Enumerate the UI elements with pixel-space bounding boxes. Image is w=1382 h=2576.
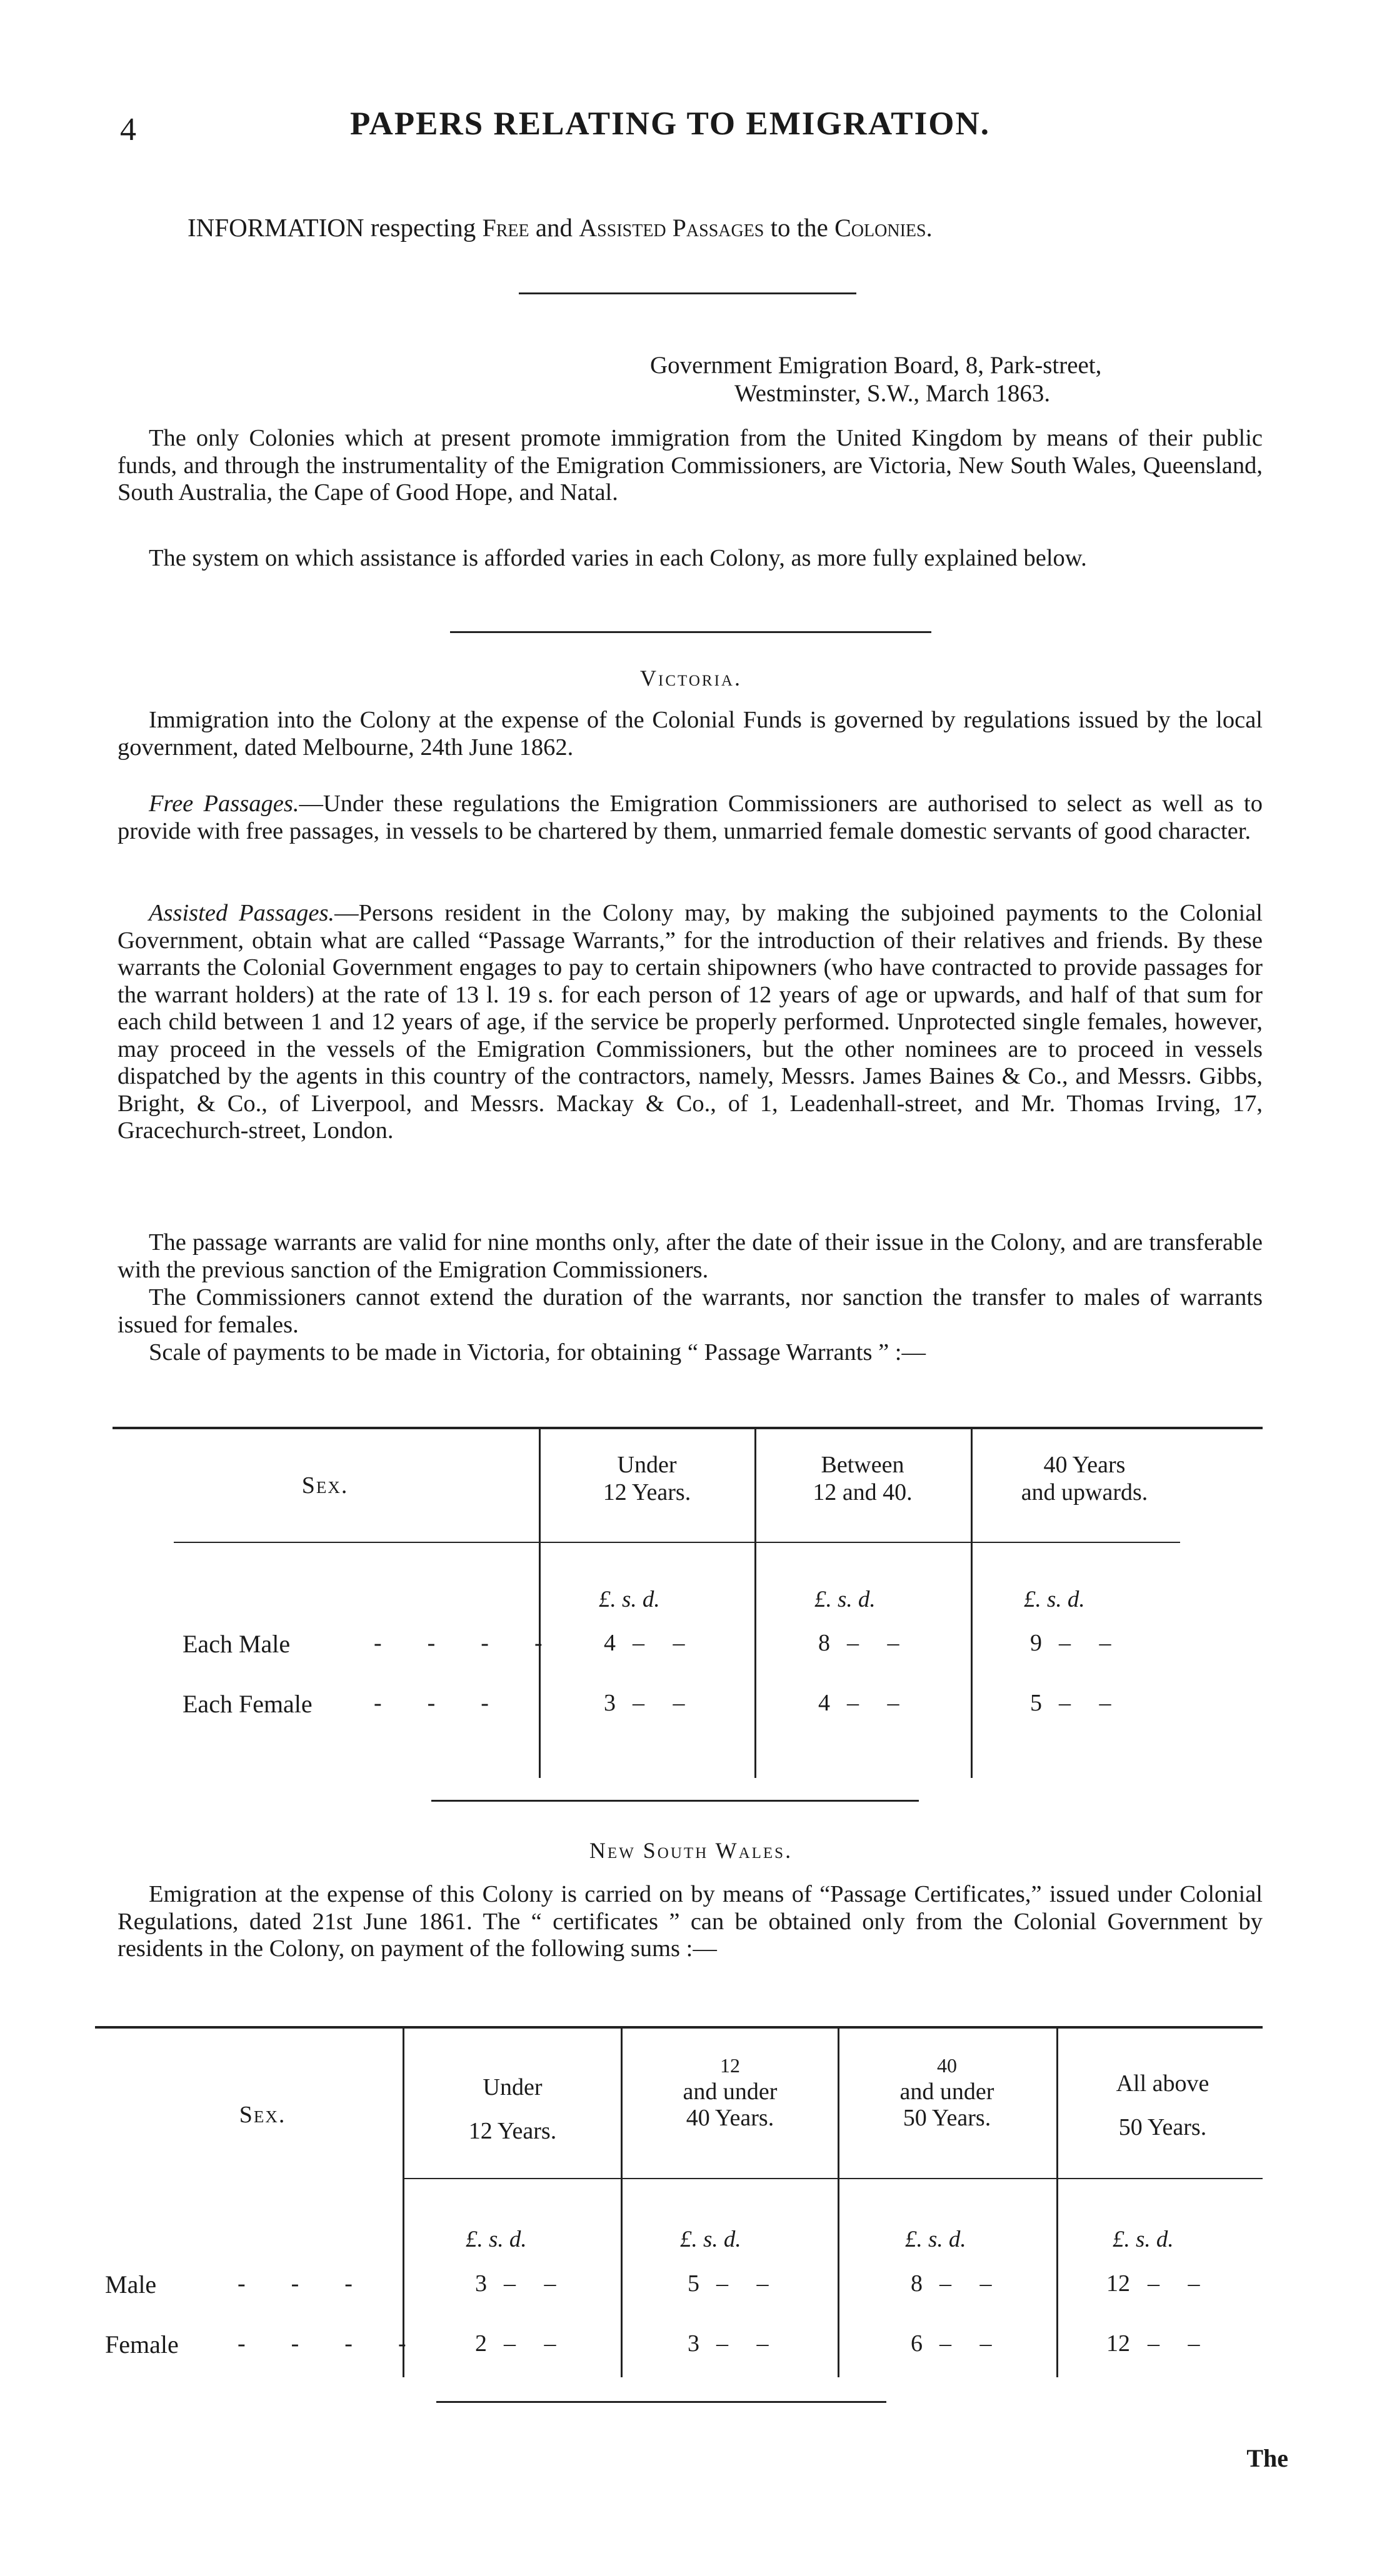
header-line: 12: [720, 2054, 740, 2077]
value-cell: 12: [1106, 2330, 1130, 2357]
leader-dots: - - -: [374, 1690, 500, 1716]
title-part: and: [529, 213, 579, 242]
row-label-male: Each Male: [183, 1630, 291, 1658]
header-line: and upwards.: [1021, 1479, 1148, 1505]
assisted-passages-lead: Assisted Passages.: [149, 900, 335, 926]
value-cell: 8: [911, 2270, 923, 2297]
unit-header: £. s. d.: [905, 2227, 966, 2252]
value-dashes: – –: [504, 2270, 568, 2297]
value-dashes: – –: [716, 2330, 780, 2357]
table-column-divider: [838, 2027, 839, 2377]
column-header-sex: Sex.: [301, 1472, 349, 1499]
value-cell: 4: [818, 1690, 830, 1716]
table-column-divider: [403, 2027, 404, 2377]
value-cell: 8: [818, 1630, 830, 1656]
title-part: INFORMATION respecting: [188, 213, 483, 242]
header-line: 12 Years.: [468, 2118, 557, 2144]
victoria-paragraph-scale: Scale of payments to be made in Victoria, for obtaining “ Passage Warrants ” :—: [149, 1339, 926, 1365]
title-part: Colonies.: [834, 214, 933, 242]
unit-header: £. s. d.: [1113, 2227, 1174, 2252]
value-dashes: – –: [1148, 2270, 1211, 2297]
value-cell: 4: [604, 1630, 616, 1656]
leader-dots: - - -: [238, 2270, 364, 2297]
free-passages-lead: Free Passages.: [149, 791, 299, 817]
column-header-under-12: [413, 2074, 613, 2145]
section-rule: [450, 631, 931, 633]
table-column-divider: [621, 2027, 623, 2377]
running-head: PAPERS RELATING TO EMIGRATION.: [350, 106, 990, 142]
closing-rule: [436, 2401, 886, 2403]
column-header-under-12: [550, 1451, 744, 1506]
section-heading-nsw: New South Wales.: [589, 1838, 793, 1863]
header-line: 12 Years.: [603, 1479, 691, 1505]
header-rule: [174, 1542, 1180, 1543]
unit-header: £. s. d.: [814, 1587, 876, 1612]
value-dashes: – –: [939, 2270, 1003, 2297]
table-column-divider: [1056, 2027, 1058, 2377]
table-top-rule: [95, 2026, 1263, 2029]
title-part: Free: [482, 214, 529, 242]
value-cell: 5: [1030, 1690, 1042, 1716]
header-line: and under: [899, 2079, 994, 2105]
section-heading-victoria: Victoria.: [640, 666, 742, 691]
victoria-paragraph-free-passages: [118, 791, 1263, 845]
unit-header: £. s. d.: [680, 2227, 741, 2252]
header-line: 40 Years.: [686, 2105, 774, 2131]
unit-header: £. s. d.: [1024, 1587, 1085, 1612]
value-dashes: – –: [633, 1630, 696, 1656]
value-cell: 3: [688, 2330, 699, 2357]
column-header-sex: Sex.: [239, 2102, 286, 2128]
header-line: and under: [683, 2079, 778, 2105]
nsw-paragraph-1: Emigration at the expense of this Colony is carried on by means of “Passage Certificates,” issued under Colonial Regulations, dated 21st June 1861. The “ certificates ” can be obtained only from the Colonial Government by residents in the Colony, on payment of the following sums :—: [118, 1881, 1263, 1962]
column-header-40-under-50: [847, 2052, 1047, 2131]
value-cell: 3: [475, 2270, 487, 2297]
victoria-paragraph-transfer: The Commissioners cannot extend the duration of the warrants, nor sanction the transfer to males of warrants issued for females.: [118, 1284, 1263, 1338]
header-line: 40 Years: [1043, 1452, 1126, 1478]
table-column-divider: [754, 1428, 756, 1778]
header-line: Under: [483, 2074, 543, 2100]
page-number: 4: [120, 112, 136, 147]
catchword: The: [1246, 2444, 1288, 2472]
free-passages-text: —Under these regulations the Emigration Commissioners are authorised to select as well as to provide with free passages, in vessels to be chartered by them, unmarried female domestic servants of good character.: [118, 791, 1263, 844]
header-line: All above: [1116, 2070, 1209, 2097]
victoria-paragraph-assisted-passages: [118, 900, 1263, 1145]
header-line: 50 Years.: [1118, 2114, 1207, 2140]
column-header-40-upwards: [978, 1451, 1191, 1506]
signature-line-2: Westminster, S.W., March 1863.: [734, 380, 1051, 407]
value-dashes: – –: [1059, 1690, 1123, 1716]
leader-dots: - - - -: [238, 2330, 418, 2357]
header-line: Between: [821, 1452, 904, 1478]
row-label-female: Each Female: [183, 1690, 313, 1718]
value-dashes: – –: [633, 1690, 696, 1716]
value-dashes: – –: [504, 2330, 568, 2357]
table-column-divider: [539, 1428, 541, 1778]
value-cell: 5: [688, 2270, 699, 2297]
unit-header: £. s. d.: [466, 2227, 527, 2252]
value-dashes: – –: [1148, 2330, 1211, 2357]
title-part: Assisted Passages: [579, 214, 764, 242]
document-title: [188, 212, 1250, 242]
value-dashes: – –: [939, 2330, 1003, 2357]
header-line: Under: [617, 1452, 677, 1478]
signature-line-1: Government Emigration Board, 8, Park-street,: [650, 352, 1102, 379]
value-cell: 6: [911, 2330, 923, 2357]
row-label-female: Female: [105, 2330, 179, 2359]
value-dashes: – –: [847, 1630, 911, 1656]
value-cell: 2: [475, 2330, 487, 2357]
unit-header: £. s. d.: [599, 1587, 660, 1612]
victoria-paragraph-1: Immigration into the Colony at the expense of the Colonial Funds is governed by regulations issued by the local government, dated Melbourne, 24th June 1862.: [118, 707, 1263, 761]
intro-paragraph-1: The only Colonies which at present promote immigration from the United Kingdom by means of their public funds, and through the instrumentality of the Emigration Commissioners, are Victoria, New South Wales, Queensland, South Australia, the Cape of Good Hope, and Natal.: [118, 425, 1263, 506]
header-line: 12 and 40.: [813, 1479, 913, 1505]
victoria-paragraph-validity: The passage warrants are valid for nine months only, after the date of their issue in the Colony, and are transferable with the previous sanction of the Emigration Commissioners.: [118, 1229, 1263, 1283]
header-rule: [403, 2178, 1263, 2179]
value-dashes: – –: [1059, 1630, 1123, 1656]
section-rule: [431, 1800, 919, 1802]
title-part: to the: [764, 213, 835, 242]
column-header-between-12-40: [766, 1451, 959, 1506]
intro-paragraph-2: The system on which assistance is afforded varies in each Colony, as more fully explained below.: [149, 545, 1087, 571]
header-line: 40: [937, 2054, 957, 2077]
value-cell: 9: [1030, 1630, 1042, 1656]
value-cell: 3: [604, 1690, 616, 1716]
table-column-divider: [971, 1428, 973, 1778]
column-header-above-50: [1063, 2070, 1263, 2141]
leader-dots: - - - -: [374, 1630, 554, 1656]
value-cell: 12: [1106, 2270, 1130, 2297]
value-dashes: – –: [716, 2270, 780, 2297]
header-line: 50 Years.: [903, 2105, 991, 2131]
assisted-passages-text: —Persons resident in the Colony may, by making the subjoined payments to the Colonial Government, obtain what are called “Passage Warrants,” for the introduction of their relatives and friends. By these warrants the Colonial Government engages to pay to certain shipowners (who have contracted to provide passages for the warrant holders) at the rate of 13 l. 19 s. for each person of 12 years of age or upwards, and half of that sum for each child between 1 and 12 years of age, if the service be properly performed. Unprotected single females, however, may proceed in the vessels of the Emigration Commissioners, but the other nominees are to proceed in vessels dispatched by the agents in this country of the contractors, namely, Messrs. James Baines & Co., and Messrs. Gibbs, Bright, & Co., of Liverpool, and Messrs. Mackay & Co., of 1, Leadenhall-street, and Mr. Thomas Irving, 17, Gracechurch-street, London.: [118, 900, 1263, 1144]
column-header-12-under-40: [630, 2052, 830, 2131]
value-dashes: – –: [847, 1690, 911, 1716]
row-label-male: Male: [105, 2270, 157, 2299]
title-rule: [519, 292, 856, 294]
table-top-rule: [113, 1427, 1263, 1429]
